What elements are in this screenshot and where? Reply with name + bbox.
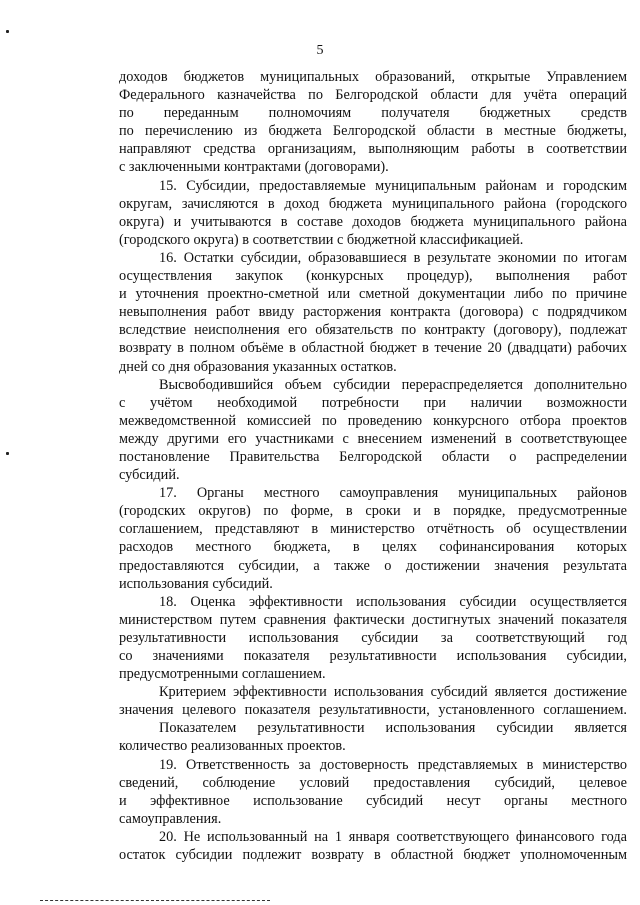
document-body xyxy=(119,68,627,864)
text-line: дней со дня образования указанных остатков. xyxy=(119,358,397,375)
text-line: 18. Оценка эффективности использования субсидии осуществляется xyxy=(159,593,627,610)
text-line: с заключенными контрактами (договорами). xyxy=(119,159,389,176)
text-line: 17. Органы местного самоуправления муниципальных районов xyxy=(159,485,627,502)
text-line: Критерием эффективности использования субсидий является достижение xyxy=(159,684,627,701)
text-line: осуществления закупок (конкурсных процедур), выполнения работ xyxy=(119,268,627,285)
text-line: округа) и учитываются в составе доходов бюджета муниципального района xyxy=(119,213,627,230)
text-line: сведений, соблюдение условий предоставления субсидий, целевое xyxy=(119,774,627,791)
text-line: постановление Правительства Белгородской области о распределении xyxy=(119,448,627,465)
scan-mark xyxy=(6,452,9,455)
text-line: невыполнения работ ввиду расторжения контракта (договора) с подрядчиком xyxy=(119,304,627,321)
text-line: между другими его участниками с внесением изменений в соответствующее xyxy=(119,430,627,447)
text-line: с учётом необходимой потребности при наличии возможности xyxy=(119,394,627,411)
text-line: направляют средства организациям, выполняющим работы в соответствии xyxy=(119,141,627,158)
text-line: и уточнения проектно-сметной или сметной документации либо по причине xyxy=(119,286,627,303)
text-line: самоуправления. xyxy=(119,810,222,827)
text-line: остаток субсидии подлежит возврату в областной бюджет уполномоченным xyxy=(119,847,627,864)
text-line: по перечислению из бюджета Белгородской области в местные бюджеты, xyxy=(119,123,627,140)
text-line: (городского округа) в соответствии с бюджетной классификацией. xyxy=(119,231,524,248)
text-line: и эффективное использование субсидий несут органы местного xyxy=(119,792,627,809)
text-line: 19. Ответственность за достоверность представляемых в министерство xyxy=(159,756,627,773)
text-line: по переданным полномочиям получателя бюджетных средств xyxy=(119,105,627,122)
text-line: использования субсидий. xyxy=(119,575,273,592)
text-line: межведомственной комиссией по проведению конкурсного отбора проектов xyxy=(119,412,627,429)
text-line: 15. Субсидии, предоставляемые муниципальным районам и городским xyxy=(159,177,627,194)
text-line: значения целевого показателя результативности, установленного соглашением. xyxy=(119,702,627,719)
text-line: возврату в полном объёме в областной бюджет в течение 20 (двадцати) рабочих xyxy=(119,340,627,357)
text-line: предусмотренными соглашением. xyxy=(119,666,326,683)
page-number: 5 xyxy=(316,43,324,58)
text-line: со значениями показателя результативности использования субсидии, xyxy=(119,648,627,664)
text-line: субсидий. xyxy=(119,467,180,484)
scan-mark xyxy=(6,30,9,33)
text-line: округам, зачисляются в доход бюджета муниципального района (городского xyxy=(119,195,627,212)
text-line: результативности использования субсидии за соответствующий год xyxy=(119,629,627,646)
text-line: 16. Остатки субсидии, образовавшиеся в результате экономии по итогам xyxy=(159,249,627,266)
text-line: министерством путем сравнения фактически достигнутых значений показателя xyxy=(119,611,627,628)
text-line: количество реализованных проектов. xyxy=(119,738,346,755)
text-line: вследствие неисполнения его обязательств по контракту (договору), подлежат xyxy=(119,322,627,339)
text-line: 20. Не использованный на 1 января соответствующего финансового года xyxy=(159,828,627,845)
text-line: соглашением, представляют в министерство отчётность об осуществлении xyxy=(119,521,627,538)
text-line: Показателем результативности использования субсидии является xyxy=(159,720,627,737)
text-line: (городских округов) по форме, в сроки и в порядке, предусмотренные xyxy=(119,503,627,520)
text-line: расходов местного бюджета, в целях софинансирования которых xyxy=(119,539,627,556)
text-line: Высвободившийся объем субсидии перераспределяется дополнительно xyxy=(159,376,627,393)
text-line: предоставляются субсидии, а также о достижении значения результата xyxy=(119,557,627,574)
text-line: доходов бюджетов муниципальных образований, открытые Управлением xyxy=(119,69,627,85)
footer-line xyxy=(40,900,270,901)
text-line: Федерального казначейства по Белгородской области для учёта операций xyxy=(119,87,627,104)
